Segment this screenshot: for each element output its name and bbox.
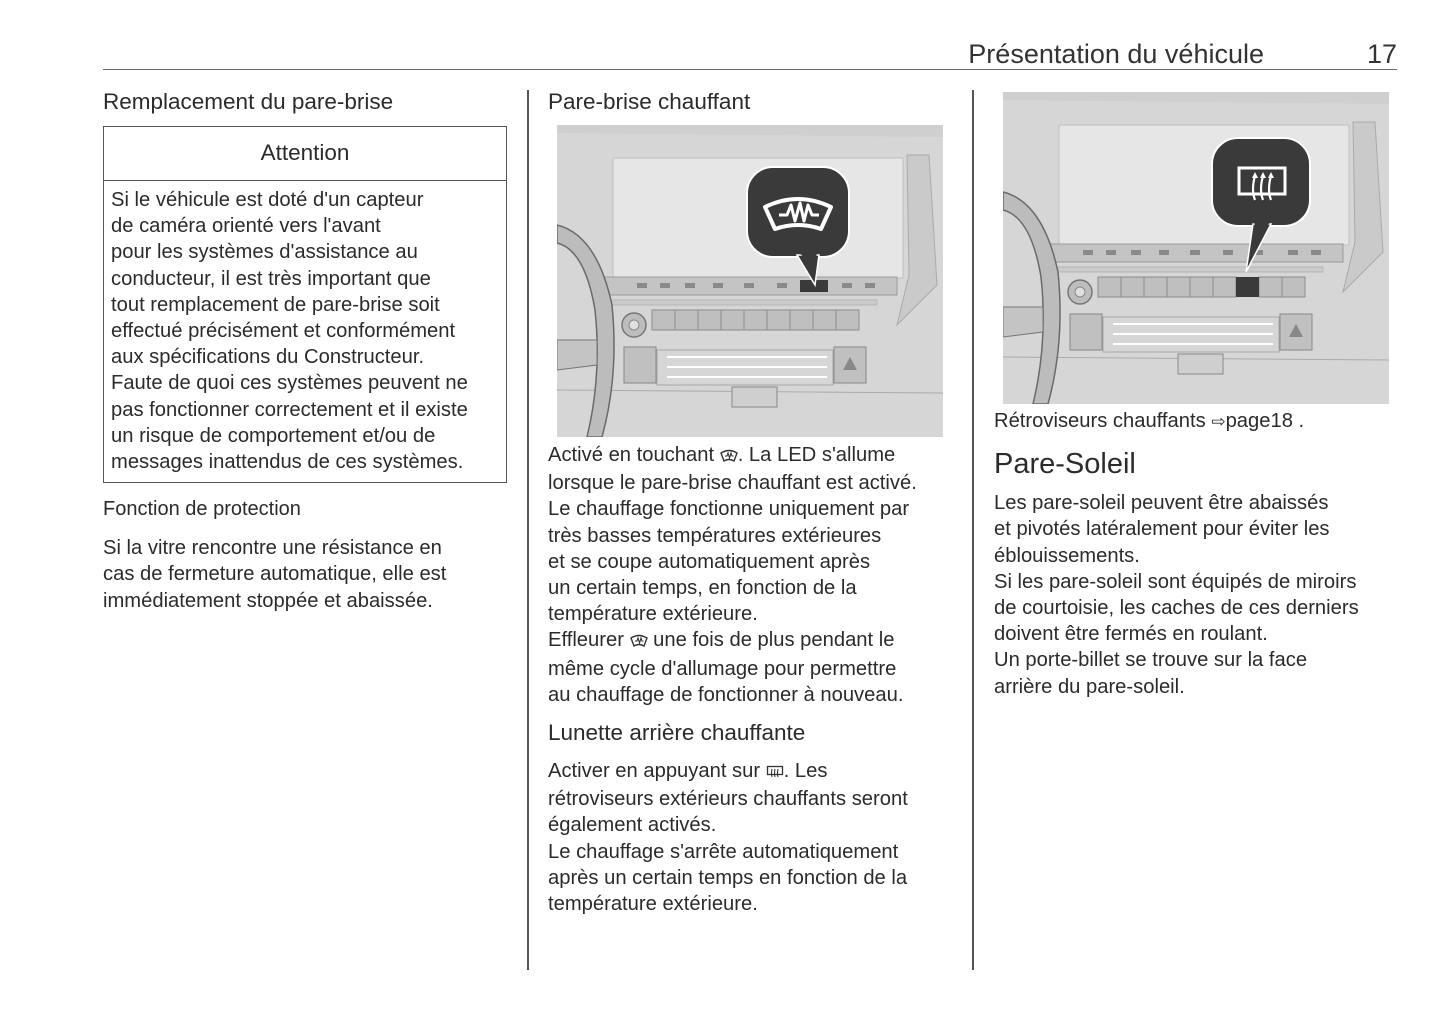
text-fragment: une fois de plus pendant le: [647, 629, 895, 652]
text-fragment: Activer en appuyant sur: [548, 760, 766, 783]
text-line: de courtoisie, les caches de ces derniers: [994, 597, 1359, 620]
text-line: pour les systèmes d'assistance au: [111, 241, 418, 264]
text-line: éblouissements.: [994, 544, 1140, 567]
dashboard-illustration: [1003, 92, 1389, 404]
column-divider: [527, 90, 529, 970]
heated-rear-window-icon: [766, 760, 784, 786]
text-line: effectué précisément et conformément: [111, 320, 456, 343]
text-line: Les pare-soleil peuvent être abaissés: [994, 492, 1329, 515]
text-line: Le chauffage s'arrête automatiquement: [548, 840, 899, 863]
column-divider: [972, 90, 974, 970]
text-line: un risque de comportement et/ou de: [111, 424, 436, 447]
dashboard-figure-windscreen: [557, 125, 943, 437]
paragraph-sun-visor: [994, 490, 1399, 700]
text-line: arrière du pare-soleil.: [994, 675, 1185, 698]
paragraph-heated-windscreen: [548, 442, 948, 708]
text-line: rétroviseurs extérieurs chauffants seront: [548, 788, 908, 811]
text-line: et se coupe automatiquement après: [548, 550, 871, 573]
text-line: [548, 627, 948, 655]
text-line: [548, 758, 948, 786]
section-title: Présentation du véhicule: [968, 39, 1264, 69]
text-line: au chauffage de fonctionner à nouveau.: [548, 683, 904, 706]
warning-box: [103, 126, 507, 483]
text-line: et pivotés latéralement pour éviter les: [994, 518, 1330, 541]
text-line: Si les pare-soleil sont équipés de miroirs: [994, 570, 1357, 593]
text-line: très basses températures extérieures: [548, 524, 882, 547]
text-fragment: . La LED s'allume: [737, 444, 896, 466]
dashboard-illustration: [557, 125, 943, 437]
column-middle: [548, 85, 948, 917]
text-line: lorsque le pare-brise chauffant est activé.: [548, 472, 917, 495]
column-left: [103, 85, 508, 614]
text-line: également activés.: [548, 814, 717, 837]
text-line: Un porte-billet se trouve sur la face: [994, 649, 1308, 672]
text-fragment: Activé en touchant: [548, 444, 720, 466]
text-line: tout remplacement de pare-brise soit: [111, 293, 440, 316]
page-number: 17: [1366, 39, 1397, 69]
text-line: Si le véhicule est doté d'un capteur: [111, 189, 424, 211]
text-line: messages inattendus de ces systèmes.: [111, 451, 464, 474]
cross-reference-heated-mirrors: [994, 408, 1399, 435]
heading-heated-rear-window: Lunette arrière chauffante: [548, 720, 806, 746]
text-line: conducteur, il est très important que: [111, 267, 431, 290]
warning-text: [104, 181, 506, 482]
text-line: température extérieure.: [548, 603, 758, 626]
text-fragment: . Les: [783, 760, 828, 783]
text-line: aux spécifications du Constructeur.: [111, 346, 425, 369]
text-line: Si la vitre rencontre une résistance en: [103, 537, 442, 560]
page-header: [103, 38, 1397, 70]
text-line: de caméra orienté vers l'avant: [111, 215, 381, 238]
text-line: après un certain temps en fonction de la: [548, 866, 908, 889]
column-right: [994, 85, 1399, 700]
dashboard-figure-rear-window: [1003, 92, 1389, 404]
text-line: Le chauffage fonctionne uniquement par: [548, 498, 910, 521]
warning-title: Attention: [104, 127, 506, 181]
paragraph-heated-rear-window: [548, 758, 948, 917]
text-line: pas fonctionner correctement et il existe: [111, 398, 468, 421]
text-line: un certain temps, en fonction de la: [548, 577, 857, 600]
text-line: Faute de quoi ces systèmes peuvent ne: [111, 372, 468, 395]
xref-text: Rétroviseurs chauffants: [994, 410, 1212, 432]
text-fragment: Effleurer: [548, 629, 630, 652]
text-line: doivent être fermés en roulant.: [994, 623, 1268, 646]
heated-windscreen-icon: [630, 629, 648, 655]
heading-windscreen-replacement: Remplacement du pare-brise: [103, 89, 394, 114]
heated-windscreen-icon: [720, 444, 738, 470]
subheading-protection: Fonction de protection: [103, 498, 301, 521]
text-line: température extérieure.: [548, 893, 758, 916]
page-link[interactable]: page18: [1225, 410, 1293, 432]
heading-heated-windscreen: Pare-brise chauffant: [548, 89, 751, 114]
heading-sun-visor: Pare-Soleil: [994, 448, 1136, 481]
text-line: même cycle d'allumage pour permettre: [548, 657, 897, 680]
text-line: immédiatement stoppée et abaissée.: [103, 589, 433, 612]
arrow-right-icon: ⇨: [1211, 412, 1226, 431]
paragraph-protection: [103, 535, 508, 614]
text-line: [548, 442, 948, 470]
text-fragment: .: [1292, 410, 1305, 432]
text-line: cas de fermeture automatique, elle est: [103, 563, 447, 586]
